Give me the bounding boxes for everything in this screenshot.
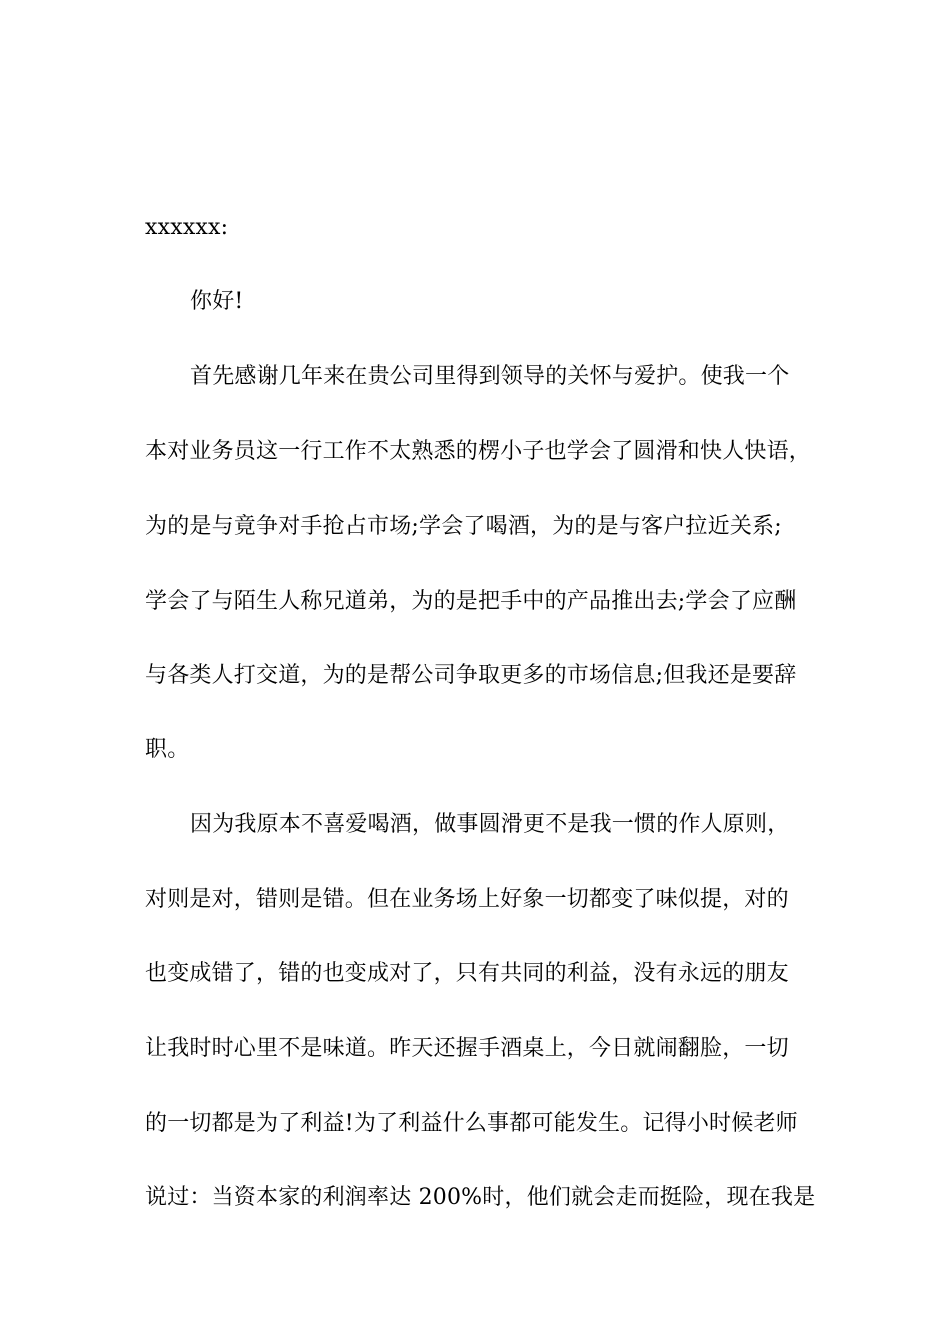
paragraph-1-line: 为的是与竟争对手抢占市场;学会了喝酒，为的是与客户拉近关系; [145,514,782,539]
paragraph-1-line: 首先感谢几年来在贵公司里得到领导的关怀与爱护。使我一个 [190,364,790,389]
paragraph-2-line: 也变成错了，错的也变成对了，只有共同的利益，没有永远的朋友 [145,961,789,986]
paragraph-2-line: 因为我原本不喜爱喝酒，做事圆滑更不是我一惯的作人原则， [190,812,790,837]
paragraph-2-line: 对则是对，错则是错。但在业务场上好象一切都变了味似提，对的 [145,887,789,912]
paragraph-1-line: 学会了与陌生人称兄道弟，为的是把手中的产品推出去;学会了应酬 [145,589,797,614]
paragraph-2-line: 的一切都是为了利益!为了利益什么事都可能发生。记得小时候老师 [145,1111,798,1136]
paragraph-1-line: 与各类人打交道，为的是帮公司争取更多的市场信息;但我还是要辞 [145,663,797,688]
salutation: xxxxxx: [145,215,229,240]
paragraph-2-line: 说过：当资本家的利润率达 200%时，他们就会走而挺险，现在我是 [145,1185,816,1210]
paragraph-1-line: 本对业务员这一行工作不太熟悉的楞小子也学会了圆滑和快人快语， [145,439,812,464]
paragraph-2-line: 让我时时心里不是味道。昨天还握手酒桌上，今日就闹翻脸，一切 [145,1036,789,1061]
paragraph-1-line: 职。 [145,737,190,762]
greeting: 你好! [190,289,244,314]
